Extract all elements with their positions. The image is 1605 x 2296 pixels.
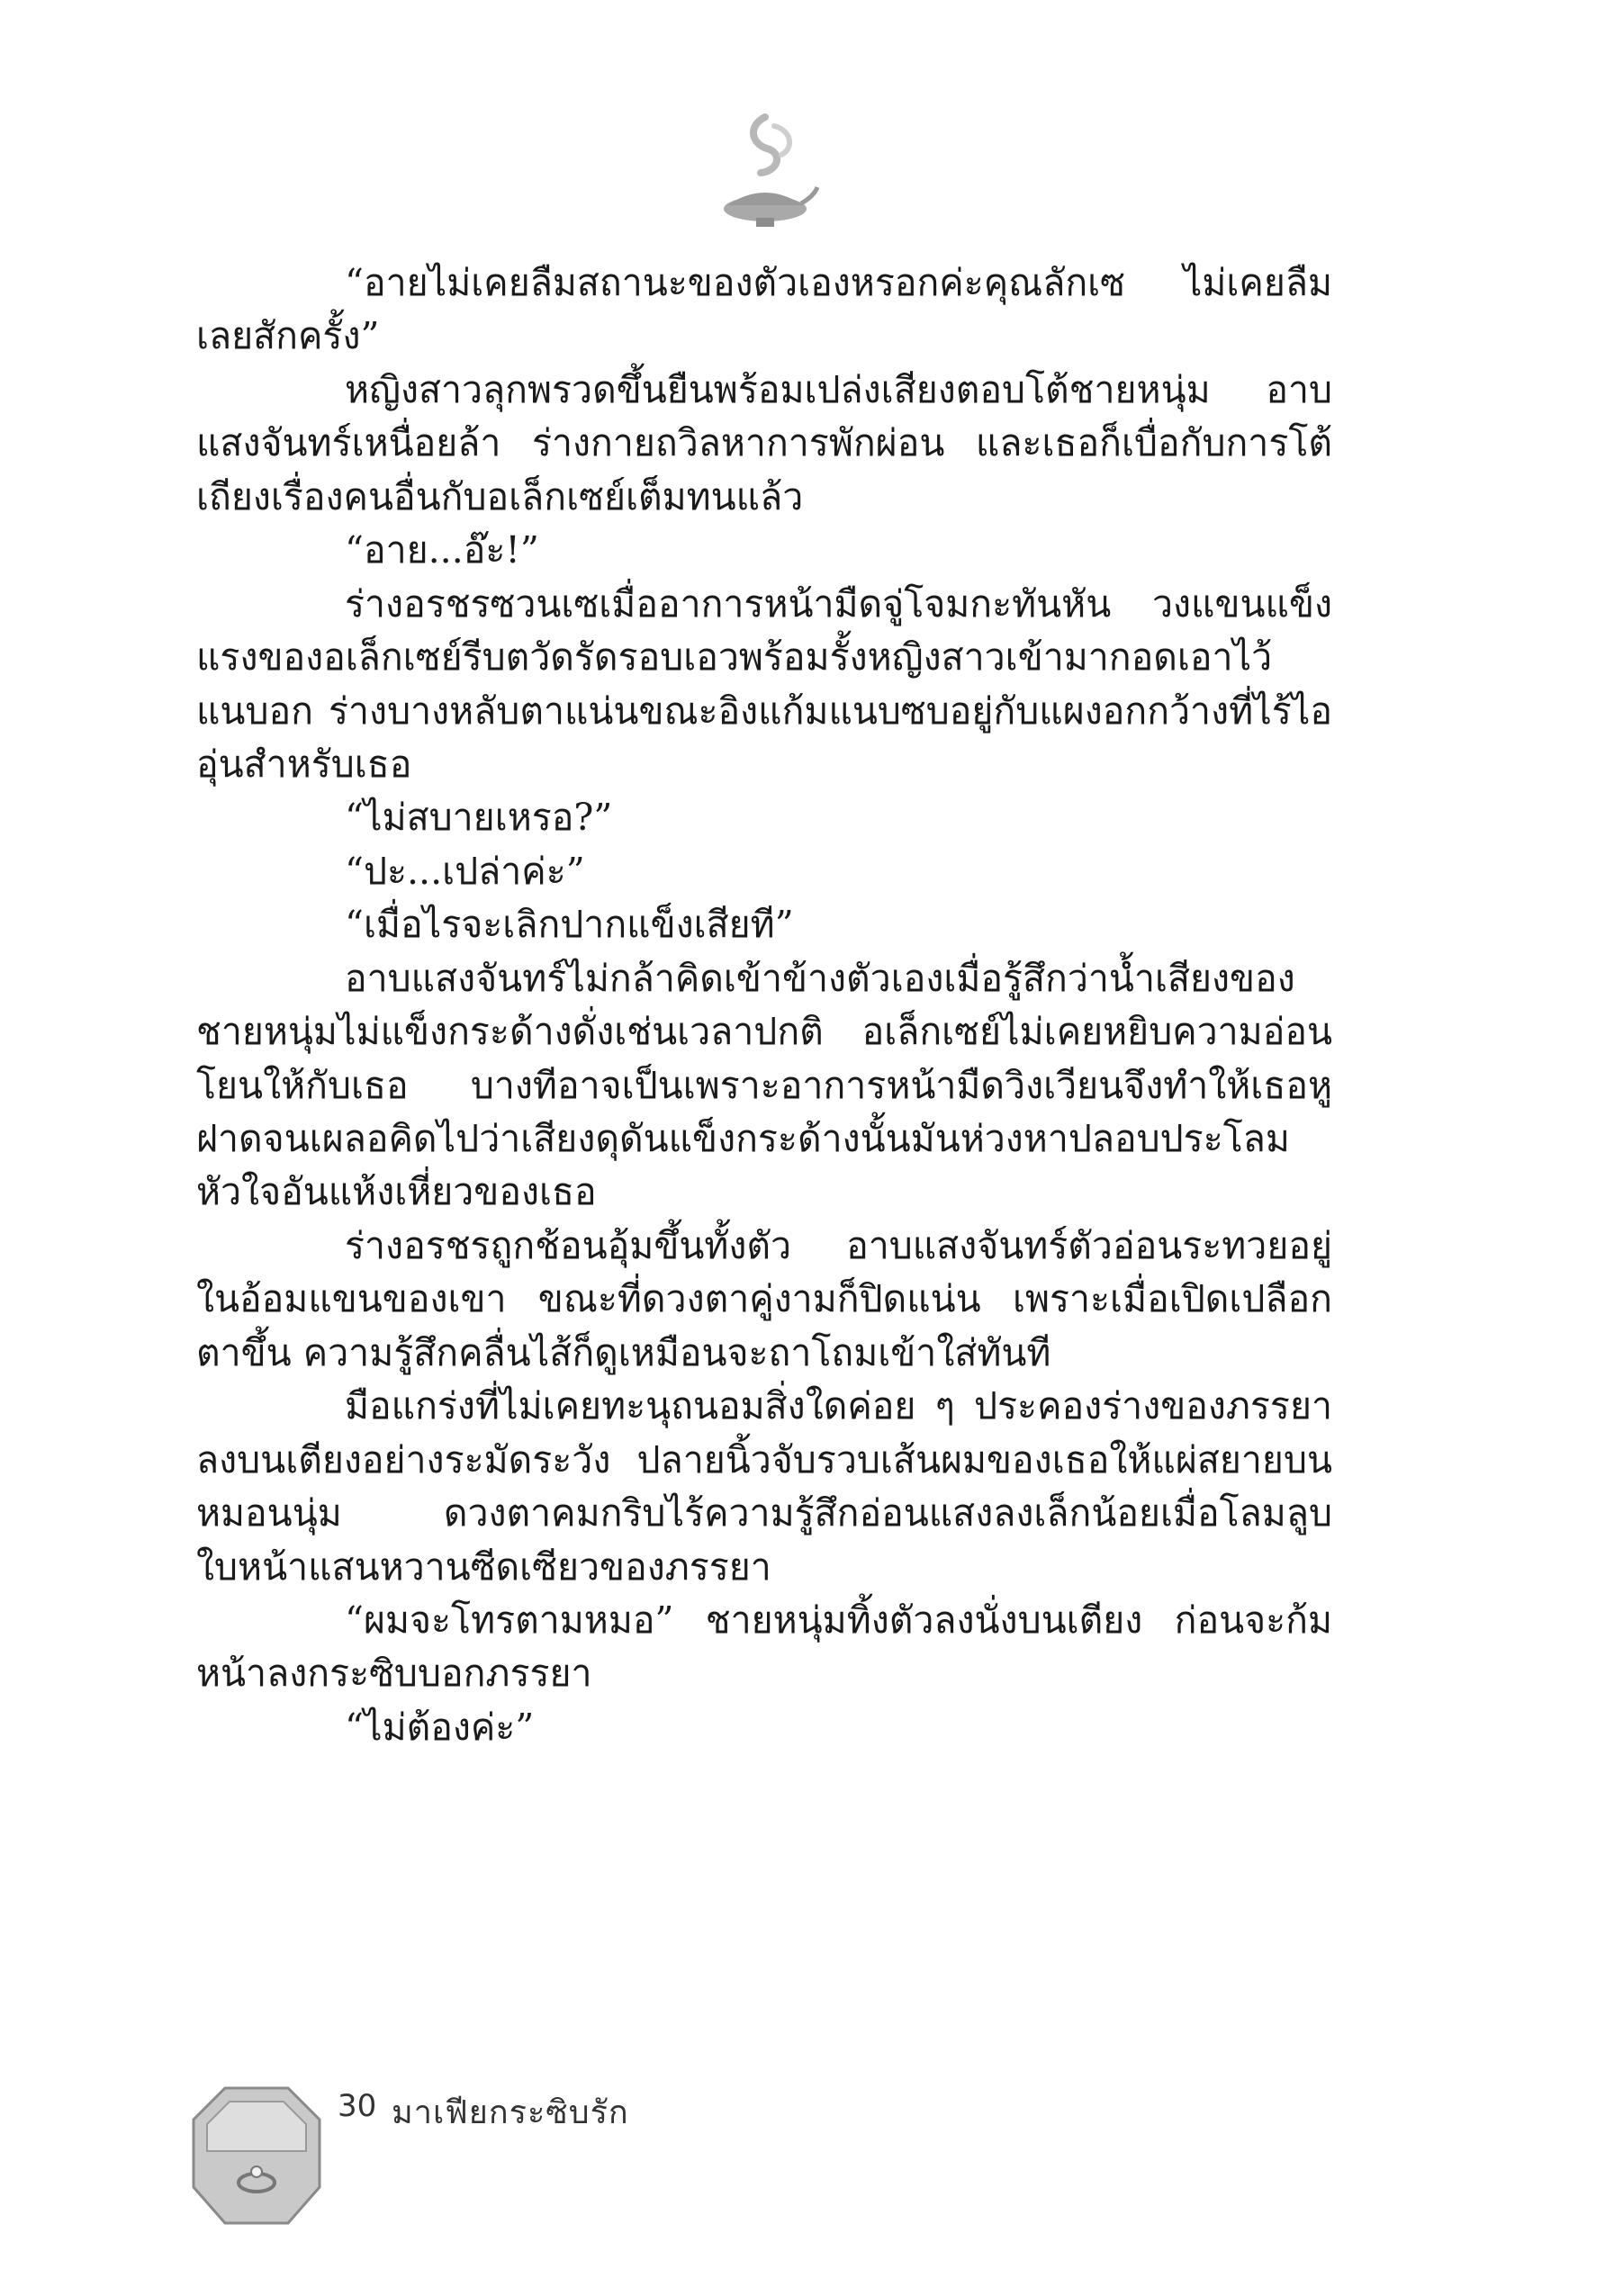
- page-number: 30: [338, 2088, 377, 2124]
- paragraph: “ไม่สบายเหรอ?”: [345, 796, 613, 840]
- paragraph: หญิงสาวลุกพรวดขึ้นยืนพร้อมเปล่งเสียงตอบโต้ชายหนุ่ม อาบแสงจันทร์เหนื่อยล้า ร่างกายถวิลหาการพักผ่อน และเธอก็เบื่อกับการโต้เถียงเรื่องคนอื่นกับอเล็กเซย์เต็มทนแล้ว: [196, 367, 1332, 518]
- paragraph: มือแกร่งที่ไม่เคยทะนุถนอมสิ่งใดค่อย ๆ ประคองร่างของภรรยาลงบนเตียงอย่างระมัดระวัง ปลายนิ้วจับรวบเส้นผมของเธอให้แผ่สยายบนหมอนนุ่ม ดวงตาคมกริบไร้ความรู้สึกอ่อนแสงลงเล็กน้อยเมื่อโลมลูบใบหน้าแสนหวานซีดเซียวของภรรยา: [196, 1384, 1332, 1589]
- page-footer: [189, 2079, 729, 2259]
- ring-box-icon: [189, 2079, 324, 2232]
- body-text: [196, 257, 1332, 1754]
- paragraph: “ปะ...เปล่าค่ะ”: [345, 849, 585, 893]
- genie-lamp-icon: [711, 108, 819, 234]
- paragraph: “อาย...อ๊ะ!”: [345, 528, 539, 572]
- paragraph: “ผมจะโทรตามหมอ” ชายหนุ่มทิ้งตัวลงนั่งบนเตียง ก่อนจะก้มหน้าลงกระซิบบอกภรรยา: [196, 1598, 1332, 1696]
- book-title: มาเฟียกระซิบรัก: [392, 2094, 629, 2131]
- paragraph: “เมื่อไรจะเลิกปากแข็งเสียที”: [345, 903, 794, 947]
- paragraph: อาบแสงจันทร์ไม่กล้าคิดเข้าข้างตัวเองเมื่อรู้สึกว่าน้ำเสียงของชายหนุ่มไม่แข็งกระด้างดั่งเช่นเวลาปกติ อเล็กเซย์ไม่เคยหยิบความอ่อนโยนให้กับเธอ บางทีอาจเป็นเพราะอาการหน้ามืดวิงเวียนจึงทำให้เธอหูฝาดจนเผลอคิดไปว่าเสียงดุดันแข็งกระด้างนั้นมันห่วงหาปลอบประโลมหัวใจอันแห้งเหี่ยวของเธอ: [196, 956, 1332, 1214]
- paragraph: “อายไม่เคยลืมสถานะของตัวเองหรอกค่ะคุณลักเซ ไม่เคยลืมเลยสักครั้ง”: [196, 261, 1332, 358]
- paragraph: “ไม่ต้องค่ะ”: [345, 1705, 535, 1749]
- paragraph: ร่างอรชรซวนเซเมื่ออาการหน้ามืดจู่โจมกะทันหัน วงแขนแข็งแรงของอเล็กเซย์รีบตวัดรัดรอบเอวพร้อมรั้งหญิงสาวเข้ามากอดเอาไว้แนบอก ร่างบางหลับตาแน่นขณะอิงแก้มแนบซบอยู่กับแผงอกกว้างที่ไร้ไออุ่นสำหรับเธอ: [196, 581, 1332, 786]
- paragraph: ร่างอรชรถูกช้อนอุ้มขึ้นทั้งตัว อาบแสงจันทร์ตัวอ่อนระทวยอยู่ในอ้อมแขนของเขา ขณะที่ดวงตาคู่งามก็ปิดแน่น เพราะเมื่อเปิดเปลือกตาขึ้น ความรู้สึกคลื่นไส้ก็ดูเหมือนจะถาโถมเข้าใส่ทันที: [196, 1223, 1332, 1374]
